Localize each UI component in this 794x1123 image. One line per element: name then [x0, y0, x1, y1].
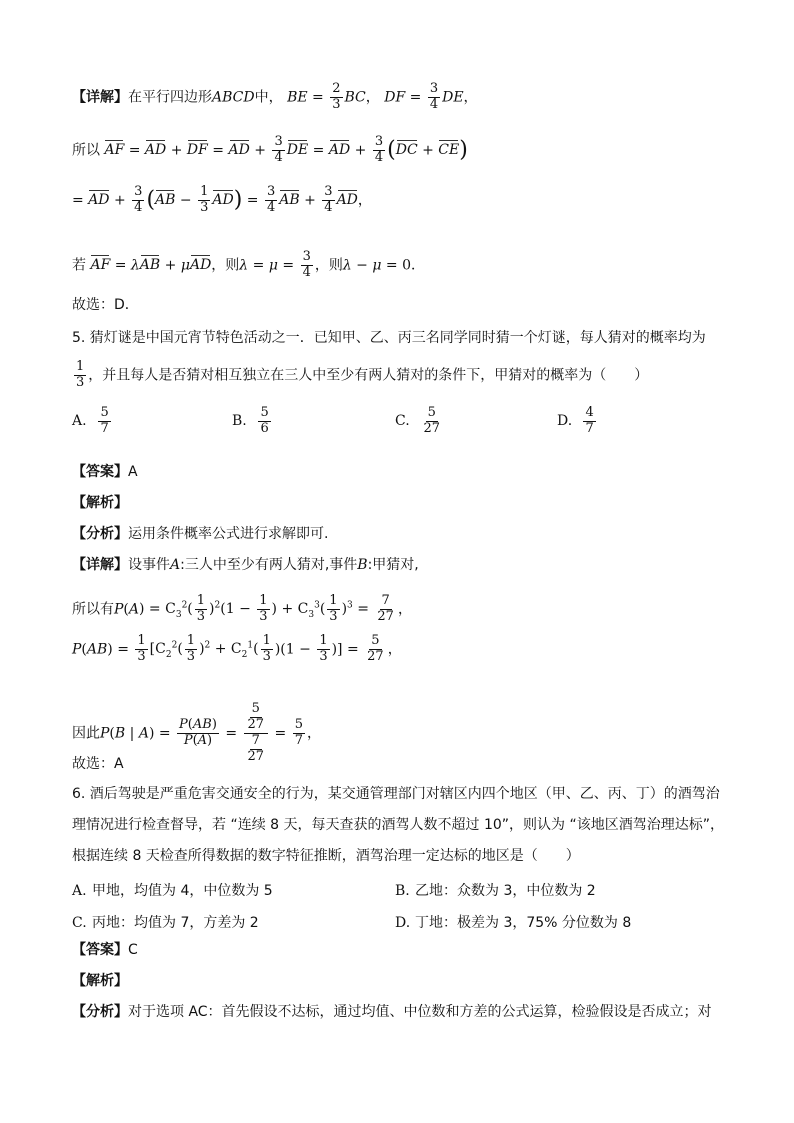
so-prefix: 所以 — [72, 142, 100, 159]
lambda: λ — [239, 257, 249, 274]
then-text: ，则 — [314, 257, 343, 274]
comma: ， — [357, 192, 372, 209]
lambda: λ — [342, 257, 352, 274]
equals: = — [405, 89, 426, 106]
answer-value: C — [128, 942, 138, 958]
q6-stem-line-2: 理情况进行检查督导，若 “连续 8 天，每天查获的酒驾人数不超过 10”，则认为 “该地区酒驾治理达标”， — [72, 817, 724, 833]
detail-text: 在平行四边形 — [128, 89, 212, 106]
q6-option-a — [72, 880, 273, 900]
equals: = — [307, 89, 329, 106]
fraction-3-4: $\frac{3}{4}$ — [429, 81, 439, 112]
answer-tag: 【答案】 — [72, 464, 128, 480]
fraction-1-3: $\frac{1}{3}$ — [76, 359, 85, 390]
option-text: 甲地，均值为 4，中位数为 5 — [92, 883, 273, 899]
fraction-1-3: $\frac{1}{3}$ — [200, 184, 209, 215]
mu: μ — [180, 257, 190, 274]
q6-stem-line-3: 根据连续 8 天检查所得数据的数字特征推断，酒驾治理一定达标的地区是（ ） — [72, 848, 580, 864]
fenxi-text: 运用条件概率公式进行求解即可. — [128, 526, 329, 542]
paren-open: ( — [146, 187, 156, 213]
q4-detail-line — [72, 82, 478, 113]
q5-choose: 故选：A — [72, 756, 124, 772]
q5-formula-pa: 所以有$P(A) = C_3^2$( $\frac{1}{3}$ )$^2$(1 − $\frac{1}{3}$ ) + $C_3^3$( $\frac{1}{3}$ )$^3$ = $\frac{7}{27}$ ， — [72, 593, 412, 624]
formula-df: DF — [384, 89, 406, 106]
detail-text: :三人中至少有两人猜对,事件 — [180, 557, 358, 573]
fraction-3-4: $\frac{3}{4}$ — [302, 249, 311, 280]
q6-analysis-tag: 【解析】 — [72, 973, 128, 989]
vector-df: DF — [186, 142, 208, 159]
vector-ce: CE — [438, 142, 460, 159]
q4-choose: 故选：D． — [72, 297, 139, 313]
vector-ad: AD — [336, 192, 358, 209]
paren-close: ) — [233, 187, 243, 213]
q5-stem-line-1: 5. 猜灯谜是中国元宵节特色活动之一．已知甲、乙、丙三名同学同时猜一个灯谜，每人猜对的概率均为 — [72, 330, 706, 346]
option-label: B. — [232, 413, 247, 430]
option-label: C. — [395, 413, 410, 430]
comma: ， — [463, 89, 478, 106]
formula-be: BE — [287, 89, 308, 106]
stem-text: ，并且每人是否猜对相互独立在三人中至少有两人猜对的条件下，甲猜对的概率为（ ） — [88, 367, 649, 384]
vector-ad: AD — [328, 142, 351, 159]
formula-de: DE — [442, 89, 464, 106]
fenxi-tag: 【分析】 — [72, 1004, 128, 1020]
detail-text: 设事件 — [128, 557, 170, 573]
fraction-2-3: $\frac{2}{3}$ — [332, 81, 341, 112]
option-text: 乙地：众数为 3，中位数为 2 — [415, 883, 596, 899]
q4-lambda-line: 若 AF = λAB + μAD，则λ = μ = $\frac{3}{4}$ ，则λ − μ = 0． — [72, 249, 426, 280]
vector-af: AF — [90, 257, 111, 274]
option-label: C. — [72, 915, 87, 931]
option-fraction: $\frac{5}{27}$ — [423, 405, 440, 436]
option-label: A. — [72, 883, 87, 899]
fraction-3-4: $\frac{3}{4}$ — [274, 134, 283, 165]
detail-tag: 【详解】 — [72, 557, 128, 573]
q5-stem-line-2 — [72, 360, 648, 391]
q5-option-c — [395, 406, 444, 437]
option-label: D. — [395, 915, 411, 931]
option-label: A. — [72, 413, 87, 430]
mu: μ — [268, 257, 278, 274]
option-label: B. — [395, 883, 410, 899]
q5-option-b — [232, 406, 273, 437]
q5-option-a — [72, 406, 113, 437]
fraction-3-4: $\frac{3}{4}$ — [266, 184, 276, 215]
q6-option-d — [395, 912, 631, 932]
mu: μ — [372, 257, 382, 274]
q6-fenxi — [72, 1005, 712, 1019]
vector-ab: AB — [279, 192, 300, 209]
q5-option-d — [557, 406, 598, 437]
fraction-3-4: $\frac{3}{4}$ — [374, 134, 384, 165]
comma: ， — [365, 89, 380, 106]
q6-option-b — [395, 880, 596, 900]
option-fraction: $\frac{5}{7}$ — [100, 405, 109, 436]
vector-ad: AD — [189, 257, 212, 274]
q5-fenxi — [72, 527, 328, 541]
if-prefix: 若 — [72, 257, 86, 274]
option-label: D. — [557, 413, 573, 430]
paren-close: ) — [459, 137, 468, 163]
shape-name: ABCD — [212, 89, 255, 106]
then-text: ，则 — [211, 257, 240, 274]
lambda: λ — [130, 257, 140, 274]
vector-ad: AD — [228, 142, 250, 159]
fraction-3-4: $\frac{3}{4}$ — [134, 184, 143, 215]
detail-text: 中， — [254, 89, 283, 106]
vector-dc: DC — [395, 142, 418, 159]
q5-detail — [72, 558, 419, 572]
event-b: B — [357, 557, 368, 573]
q6-option-c — [72, 912, 259, 932]
q4-vector-line-1: 所以 AF = AD + DF = AD + $\frac{3}{4}$ DE = AD + $\frac{3}{4}$ (DC + CE) — [72, 134, 468, 165]
option-text: 丙地：均值为 7，方差为 2 — [92, 915, 259, 931]
q4-vector-line-2: = AD + $\frac{3}{4}$ (AB − $\frac{1}{3}$ AD) = $\frac{3}{4}$ AB + $\frac{3}{4}$ AD， — [72, 184, 372, 215]
vector-ad: AD — [212, 192, 234, 209]
paren-open: ( — [387, 137, 396, 163]
vector-ab: AB — [139, 257, 161, 274]
q5-formula-pab: P(AB) = $\frac{1}{3}$ [$C_2^2$( $\frac{1}{3}$ )$^2 + C_2^1$( $\frac{1}{3}$ )(1 − $\frac{1}{3}$ )] = $\frac{5}{27}$ ， — [72, 633, 402, 664]
q5-formula-conditional: 因此P(B | A) = $\frac{P(AB)}{P(A)}$ = $\frac{\frac{5}{27}}{\frac{7}{27}}$ = $\frac{5}{7}$ ， — [72, 701, 321, 764]
vector-ad: AD — [88, 192, 110, 209]
fenxi-text: 对于选项 AC：首先假设不达标，通过均值、中位数和方差的公式运算，检验假设是否成立；对 — [128, 1004, 712, 1020]
option-text: 丁地：极差为 3，75% 分位数为 8 — [415, 915, 632, 931]
vector-af: AF — [104, 142, 125, 159]
detail-tag: 【详解】 — [72, 89, 128, 106]
so-prefix: 所以有 — [72, 601, 114, 618]
detail-text: :甲猜对, — [367, 557, 419, 573]
answer-value: A — [128, 464, 138, 480]
option-fraction: $\frac{5}{6}$ — [260, 405, 269, 436]
q6-stem-line-1: 6. 酒后驾驶是严重危害交通安全的行为，某交通管理部门对辖区内四个地区（甲、乙、丙、丁）的酒驾治 — [72, 786, 720, 802]
q5-analysis-tag: 【解析】 — [72, 495, 128, 511]
formula-bc: BC — [344, 89, 366, 106]
fenxi-tag: 【分析】 — [72, 526, 128, 542]
q5-answer — [72, 465, 138, 479]
hence-prefix: 因此 — [72, 725, 100, 742]
vector-de: DE — [286, 142, 309, 159]
option-fraction: $\frac{4}{7}$ — [585, 405, 594, 436]
vector-ad: AD — [144, 142, 167, 159]
q6-answer — [72, 943, 138, 957]
event-a: A — [170, 557, 181, 573]
vector-ab: AB — [155, 192, 176, 209]
fraction-3-4: $\frac{3}{4}$ — [324, 184, 333, 215]
answer-tag: 【答案】 — [72, 942, 128, 958]
